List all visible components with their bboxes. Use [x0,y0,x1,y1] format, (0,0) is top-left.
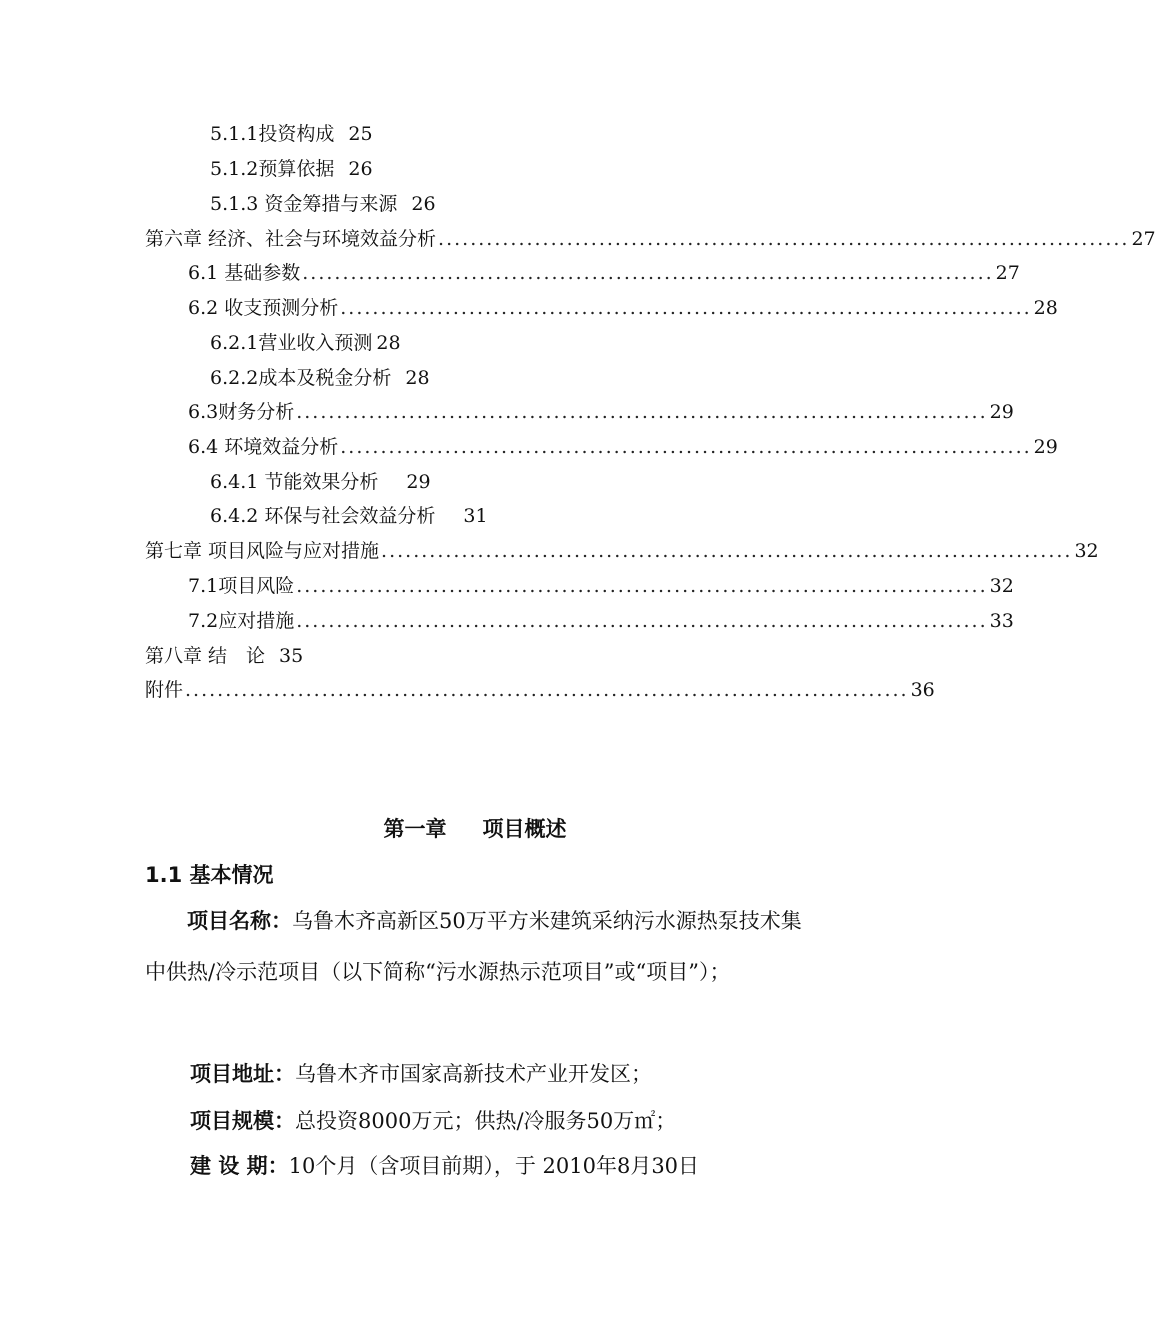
project-period-paragraph [190,1146,699,1186]
toc-entry[interactable] [188,293,1058,323]
toc-entry[interactable] [188,571,1014,601]
project-period-value: 10个月（含项目前期），于 2010年8月30日 [288,1154,700,1178]
toc-label: 6.4.2 环保与社会效益分析 [210,505,436,527]
toc-page: 35 [279,645,304,667]
project-name-value: 乌鲁木齐高新区50万平方米建筑采纳污水源热泵技术集中供热/冷示范项目（以下简称“污水源热示范项目”或“项目”）； [145,909,802,984]
toc-entry[interactable] [145,536,1099,566]
toc-page: 32 [989,575,1014,597]
toc-page: 25 [348,123,373,145]
toc-entry[interactable] [210,501,488,531]
project-scale-label: 项目规模： [190,1109,295,1133]
toc-label: 5.1.1投资构成 [210,123,335,145]
toc-page: 26 [411,193,436,215]
toc-leader: ...................................................................................... [296,401,988,423]
toc-label: 7.2应对措施 [188,610,295,632]
toc-leader: ...................................................................................... [296,610,988,632]
toc-page: 31 [463,505,488,527]
project-address-paragraph [190,1054,652,1094]
toc-entry[interactable] [210,363,430,393]
toc-label: 5.1.3 资金筹措与来源 [210,193,398,215]
toc-entry[interactable] [188,432,1058,462]
chapter-number: 第一章 [383,817,447,841]
toc-label: 7.1项目风险 [188,575,295,597]
toc-label: 第六章 经济、社会与环境效益分析 [145,228,437,250]
project-scale-paragraph [190,1101,676,1141]
toc-entry[interactable] [210,467,431,497]
toc-page: 32 [1074,540,1099,562]
toc-page: 28 [376,332,401,354]
project-name-paragraph [145,896,807,998]
project-address-value: 乌鲁木齐市国家高新技术产业开发区； [295,1062,652,1086]
toc-label: 6.2.2成本及税金分析 [210,367,392,389]
toc-page: 29 [406,471,431,493]
toc-leader: ...................................................................................... [438,228,1130,250]
toc-page: 29 [1033,436,1058,458]
toc-label: 第八章 结 论 [145,645,266,667]
toc-entry[interactable] [210,189,436,219]
section-title: 1.1 基本情况 [145,863,274,887]
chapter-title [0,812,950,846]
toc-page: 29 [989,401,1014,423]
chapter-name: 项目概述 [482,817,567,841]
toc-page: 27 [1131,228,1156,250]
toc-page: 28 [1033,297,1058,319]
toc-label: 第七章 项目风险与应对措施 [145,540,380,562]
toc-label: 6.1 基础参数 [188,262,301,284]
toc-entry[interactable] [145,641,303,671]
toc-leader: ...................................................................................... [340,436,1032,458]
toc-leader: .......................................................................................... [185,679,909,701]
project-scale-value: 总投资8000万元；供热/冷服务50万㎡； [295,1109,677,1133]
project-period-label: 建 设 期： [190,1154,289,1178]
toc-label: 5.1.2预算依据 [210,158,335,180]
toc-entry[interactable] [210,328,401,358]
toc-page: 33 [989,610,1014,632]
toc-label: 6.3财务分析 [188,401,295,423]
toc-page: 26 [348,158,373,180]
toc-label: 6.2.1营业收入预测 [210,332,373,354]
toc-entry[interactable] [145,675,935,705]
toc-entry[interactable] [210,119,373,149]
toc-page: 28 [405,367,430,389]
toc-page: 27 [995,262,1020,284]
toc-leader: ...................................................................................... [302,262,994,284]
toc-leader: ...................................................................................... [381,540,1073,562]
toc-entry[interactable] [145,224,1156,254]
project-address-label: 项目地址： [190,1062,295,1086]
toc-leader: ...................................................................................... [340,297,1032,319]
toc-entry[interactable] [188,397,1014,427]
toc-entry[interactable] [188,258,1020,288]
toc-label: 6.4 环境效益分析 [188,436,339,458]
toc-label: 6.2 收支预测分析 [188,297,339,319]
toc-entry[interactable] [188,606,1014,636]
toc-label: 附件 [145,679,184,701]
toc-entry[interactable] [210,154,373,184]
project-name-label: 项目名称： [187,909,292,933]
toc-leader: ...................................................................................... [296,575,988,597]
toc-page: 36 [910,679,935,701]
toc-label: 6.4.1 节能效果分析 [210,471,379,493]
